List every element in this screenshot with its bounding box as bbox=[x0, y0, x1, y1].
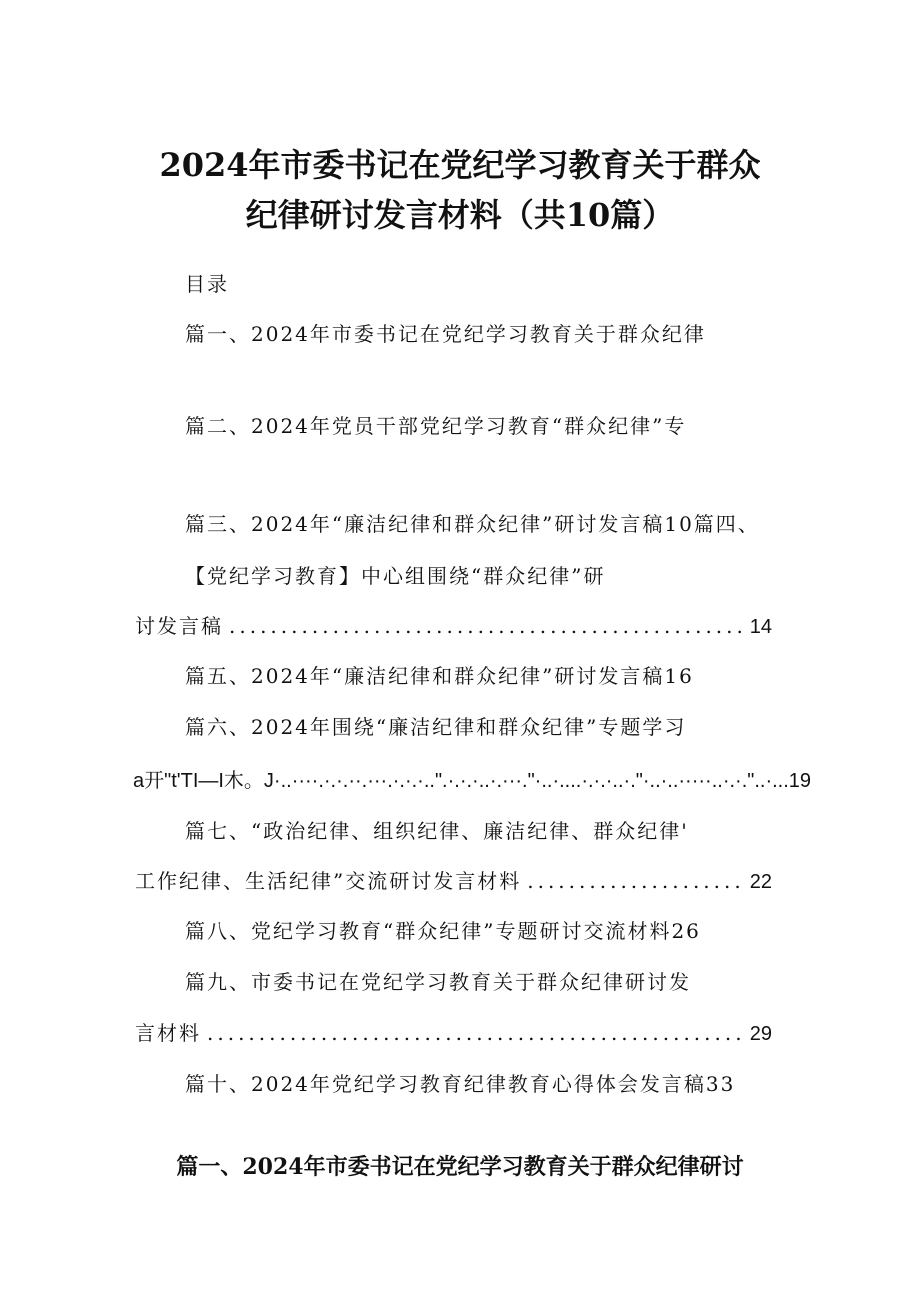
toc-item-4-leader-line bbox=[135, 610, 772, 639]
toc-item-6-line-2: a开"t'TI—I木。J·..····.·.·.··.···.·.·.·..".·.·.·..·.···."·..·....·.·.·..·."·..·..·····..·.·."..·...19 bbox=[133, 770, 812, 792]
toc-item-4-line-2: 讨发言稿 bbox=[135, 614, 223, 638]
toc-heading: 目录 bbox=[185, 272, 229, 296]
section-1-heading: 篇一、2024年市委书记在党纪学习教育关于群众纪律研讨 bbox=[176, 1154, 744, 1180]
toc-item-4-line-1: 【党纪学习教育】中心组围绕“群众纪律”研 bbox=[185, 564, 606, 588]
leader-dots bbox=[527, 869, 744, 893]
toc-item-7-page: 22 bbox=[749, 871, 772, 893]
toc-item-8: 篇八、党纪学习教育“群众纪律”专题研讨交流材料26 bbox=[185, 919, 701, 943]
toc-item-7-leader-line bbox=[135, 865, 772, 894]
title-line-2: 纪律研讨发言材料（共10篇） bbox=[245, 196, 675, 234]
toc-item-1: 篇一、2024年市委书记在党纪学习教育关于群众纪律 bbox=[185, 322, 706, 346]
leader-dots bbox=[229, 614, 744, 638]
toc-item-3: 篇三、2024年“廉洁纪律和群众纪律”研讨发言稿10篇四、 bbox=[185, 512, 760, 536]
toc-item-9-line-1: 篇九、市委书记在党纪学习教育关于群众纪律研讨发 bbox=[185, 970, 691, 994]
toc-item-6-line-1: 篇六、2024年围绕“廉洁纪律和群众纪律”专题学习 bbox=[185, 715, 687, 739]
toc-item-9-leader-line bbox=[135, 1017, 772, 1046]
toc-item-5: 篇五、2024年“廉洁纪律和群众纪律”研讨发言稿16 bbox=[185, 664, 694, 688]
toc-item-2: 篇二、2024年党员干部党纪学习教育“群众纪律”专 bbox=[185, 414, 687, 438]
toc-item-10: 篇十、2024年党纪学习教育纪律教育心得体会发言稿33 bbox=[185, 1072, 736, 1096]
toc-item-4-page: 14 bbox=[749, 616, 772, 638]
toc-item-7-line-1: 篇七、“政治纪律、组织纪律、廉洁纪律、群众纪律' bbox=[185, 819, 689, 843]
leader-dots bbox=[207, 1021, 744, 1045]
toc-item-9-line-2: 言材料 bbox=[135, 1021, 201, 1045]
toc-item-7-line-2: 工作纪律、生活纪律”交流研讨发言材料 bbox=[135, 869, 522, 893]
title-line-1: 2024年市委书记在党纪学习教育关于群众 bbox=[159, 146, 761, 184]
toc-item-9-page: 29 bbox=[749, 1023, 772, 1045]
